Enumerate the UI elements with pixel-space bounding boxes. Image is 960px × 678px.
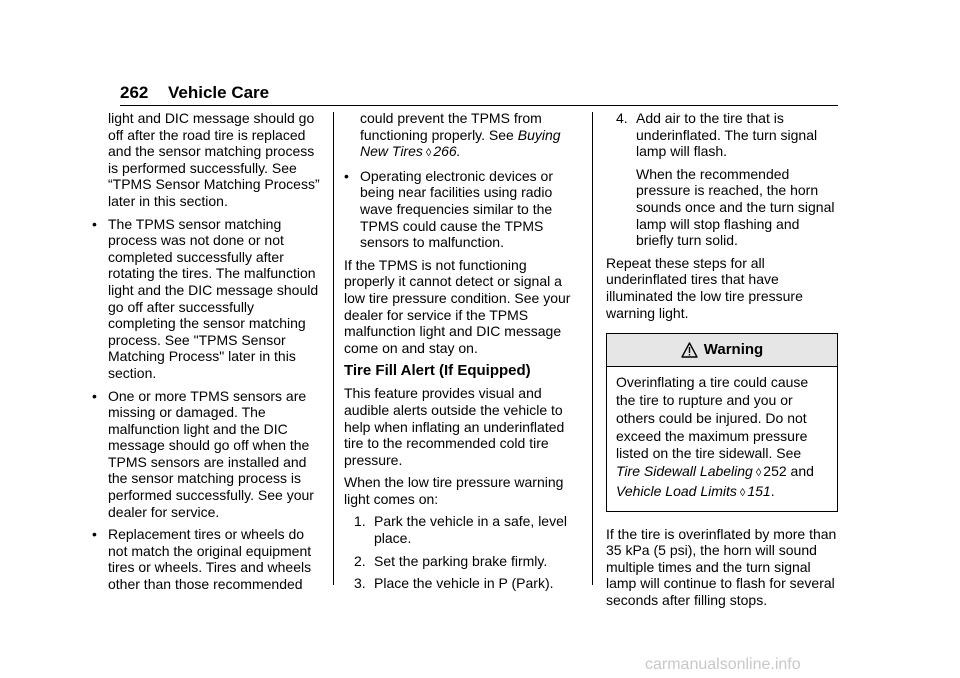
column-right: [606, 110, 838, 615]
xref-arrow-icon: ◊: [755, 467, 762, 480]
body-paragraph: If the TPMS is not functioning properly it cannot detect or signal a low tire pressure condition. See your dealer for service if the TPMS malfunction light and DIC message come on and stay on.: [344, 256, 571, 356]
list-item-text: One or more TPMS sensors are missing or damaged. The malfunction light and the DIC message should go off when the TPMS sensors are installed and the sensor matching process is performed successfully. See your dealer for service.: [108, 387, 314, 520]
column-divider: [333, 112, 334, 585]
body-paragraph: When the low tire pressure warning light comes on:: [344, 474, 564, 507]
list-item: [92, 388, 324, 521]
list-item-text: Replacement tires or wheels do not match the original equipment tires or wheels. Tires and wheels other than those recommended: [108, 526, 312, 593]
xref-page[interactable]: 266: [433, 143, 457, 160]
page-header: [120, 84, 838, 106]
bullet-glyph: •: [344, 167, 349, 184]
body-paragraph: Repeat these steps for all underinflated tires that have illuminated the low tire pressure warning light.: [606, 254, 803, 321]
watermark: carmanualsonline.info: [645, 656, 801, 673]
step-text: Place the vehicle in P (Park).: [374, 575, 554, 592]
step-number: 4.: [616, 110, 628, 126]
step-number: 2.: [354, 552, 366, 569]
warning-title-bar: [607, 334, 837, 367]
warning-text: Overinflating a tire could cause the tire to rupture and you or others could be injured. Do not exceed the maximum pressure listed on the tire sidewall. See: [616, 374, 809, 462]
column-left: [92, 110, 324, 599]
section-heading: Tire Fill Alert (If Equipped): [344, 362, 531, 380]
warning-title: Warning: [703, 340, 764, 358]
continued-text: could prevent the TPMS from functioning properly. See: [360, 110, 542, 143]
xref-page[interactable]: 252: [763, 463, 787, 480]
step-text: Park the vehicle in a safe, level place.: [374, 513, 567, 547]
warning-box: [606, 333, 838, 512]
step-number: 3.: [354, 575, 366, 592]
column-divider: [592, 112, 593, 585]
step-number: 1.: [354, 513, 366, 530]
warning-conjunction: and: [786, 463, 814, 480]
xref-arrow-icon: ◊: [739, 486, 746, 499]
continued-paragraph: could prevent the TPMS from functioning properly. See Buying New Tires ◊ 266.: [360, 110, 561, 160]
list-item: [92, 526, 324, 592]
xref-buying-new-tires[interactable]: Buying New Tires: [360, 126, 561, 160]
xref-tire-sidewall-labeling[interactable]: Tire Sidewall Labeling: [616, 463, 753, 480]
xref-vehicle-load-limits[interactable]: Vehicle Load Limits: [616, 482, 737, 499]
list-item-text: The TPMS sensor matching process was not done or not completed successfully after rotating the tires. The malfunction light and the DIC message should go off after successfully completing the sensor matching process. See "TPMS Sensor Matching Process" later in this section.: [108, 215, 319, 381]
step-item: [344, 575, 580, 592]
bullet-glyph: •: [92, 387, 97, 404]
step-subparagraph: When the recommended pressure is reached, the horn sounds once and the turn signal lamp will stop flashing and briefly turn solid.: [636, 165, 835, 249]
warning-end: .: [770, 482, 775, 499]
list-item: [92, 216, 324, 382]
warning-body: [607, 367, 837, 511]
step-item: [344, 553, 580, 570]
section-title: Vehicle Care: [168, 83, 270, 102]
page-number: 262: [120, 83, 149, 102]
continued-paragraph: light and DIC message should go off after the road tire is replaced and the sensor matching process is performed successfully. See “TPMS Sensor Matching Process” later in this section.: [108, 110, 320, 209]
list-item-text: Operating electronic devices or being near facilities using radio wave frequencies similar to the TPMS could cause the TPMS sensors to malfunction.: [360, 167, 553, 251]
list-item: [344, 168, 580, 251]
warning-triangle-icon: [681, 342, 698, 358]
body-paragraph: If the tire is overinflated by more than 35 kPa (5 psi), the horn will sound multiple times and the turn signal lamp will continue to flash for several seconds after filling stops.: [606, 525, 837, 609]
bullet-glyph: •: [92, 526, 97, 543]
step-item: [606, 110, 838, 160]
step-item: [344, 513, 580, 546]
step-text: Add air to the tire that is underinflated. The turn signal lamp will flash.: [636, 110, 818, 160]
step-text: Set the parking brake firmly.: [374, 552, 548, 569]
bullet-glyph: •: [92, 215, 97, 232]
column-middle: [344, 110, 580, 598]
body-paragraph: This feature provides visual and audible alerts outside the vehicle to help when inflating an underinflated tire to the recommended cold tire pressure.: [344, 385, 565, 468]
xref-page[interactable]: 151: [747, 482, 771, 499]
xref-arrow-icon: ◊: [425, 147, 432, 160]
